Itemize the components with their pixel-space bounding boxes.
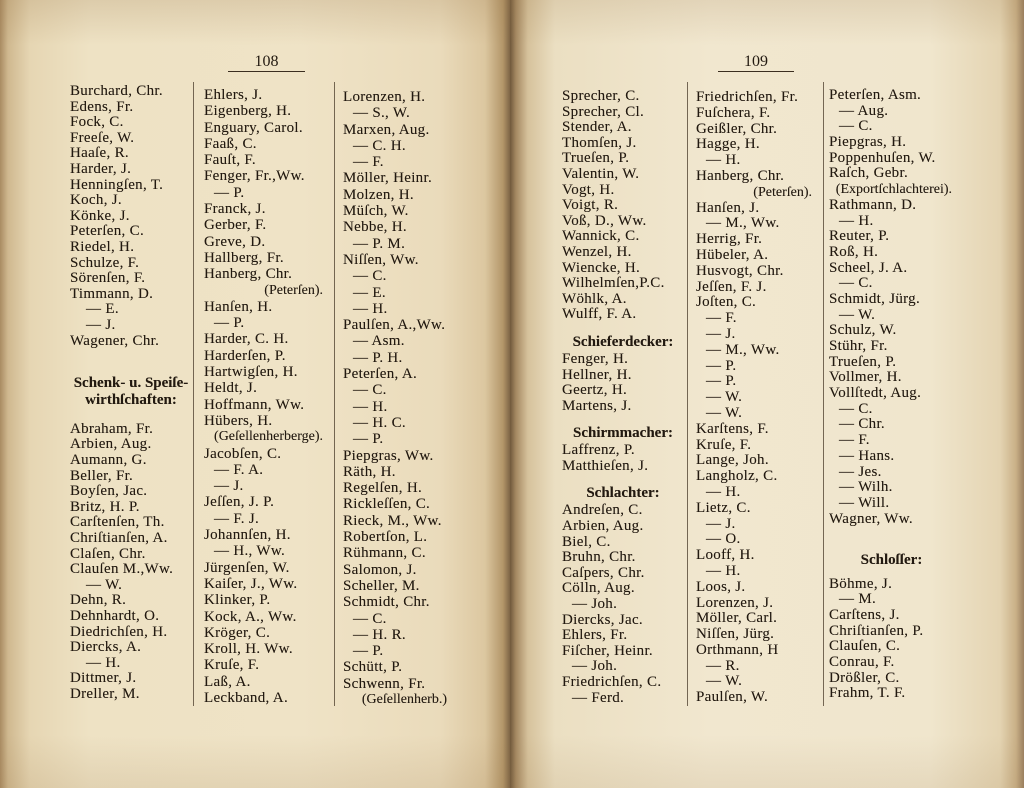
directory-entry: Ehlers, J.: [204, 87, 263, 103]
directory-entry: Clauſen, C.: [829, 638, 901, 655]
directory-entry: — Wilh.: [839, 479, 893, 496]
directory-entry: Timmann, D.: [70, 285, 154, 302]
directory-entry: Kröger, C.: [204, 624, 271, 641]
directory-entry: Rathmann, D.: [829, 196, 917, 213]
directory-entry: Ehlers, Fr.: [562, 627, 628, 644]
directory-entry: Hanſen, H.: [204, 298, 273, 315]
directory-entry: Fock, C.: [70, 114, 124, 131]
directory-entry: Haaſe, R.: [70, 145, 129, 162]
directory-entry: — F.: [839, 432, 870, 449]
directory-entry: Rühmann, C.: [343, 545, 426, 562]
directory-entry: Molzen, H.: [343, 186, 414, 203]
directory-entry: — P.: [353, 431, 384, 448]
column-divider: [687, 82, 688, 706]
directory-section: [562, 425, 684, 474]
directory-entry: Vollmer, H.: [829, 369, 902, 386]
directory-entry: — Chr.: [839, 416, 885, 433]
directory-entry: Aumann, G.: [70, 451, 147, 468]
directory-entry: Karſtens, F.: [696, 420, 769, 437]
directory-entry: — C.: [839, 400, 873, 417]
page-right: [510, 0, 1024, 788]
directory-entry: Salomon, J.: [343, 561, 417, 578]
directory-entry: Carſtens, J.: [829, 607, 900, 624]
directory-entry: Hanberg, Chr.: [204, 266, 293, 283]
directory-entry: Piepgras, H.: [829, 134, 907, 151]
directory-entry: Britz, H. P.: [70, 498, 140, 515]
directory-entry: Vollſtedt, Aug.: [829, 385, 922, 402]
directory-entry: Möller, Heinr.: [343, 170, 432, 187]
directory-entry: Niſſen, Jürg.: [696, 626, 775, 643]
entry-note: (Peterſen).: [264, 282, 323, 298]
directory-section: [343, 89, 461, 708]
directory-entry: Wiencke, H.: [562, 259, 641, 276]
directory-entry: Wulff, F. A.: [562, 306, 637, 323]
directory-entry: — W.: [86, 576, 123, 593]
directory-entry: Abraham, Fr.: [70, 420, 154, 437]
directory-entry: — H., Ww.: [214, 543, 286, 560]
directory-entry: Lange, Joh.: [696, 452, 769, 469]
directory-section: [696, 90, 820, 706]
directory-entry: — H. C.: [353, 414, 406, 431]
directory-entry: Möller, Carl.: [696, 610, 778, 627]
directory-entry: Carſtenſen, Th.: [70, 514, 165, 531]
directory-section: [204, 87, 331, 706]
directory-entry: Arbien, Aug.: [562, 518, 644, 535]
directory-entry: Robertſon, L.: [343, 529, 428, 546]
directory-entry: — O.: [706, 531, 741, 548]
directory-entry: Lorenzen, J.: [696, 594, 774, 611]
directory-entry: — W.: [839, 306, 876, 323]
directory-entry: — P. M.: [353, 235, 406, 252]
directory-entry: — P. H.: [353, 349, 403, 366]
directory-entry: — Jes.: [839, 463, 882, 480]
directory-entry: Herrig, Fr.: [696, 231, 763, 248]
directory-entry: Hanberg, Chr.: [696, 167, 785, 184]
directory-entry: Trueſen, P.: [562, 150, 630, 167]
directory-entry: Regelſen, H.: [343, 480, 422, 497]
directory-entry: Raſch, Gebr.: [829, 165, 908, 182]
directory-section: [562, 485, 684, 706]
page-left: [0, 0, 510, 788]
column-divider: [334, 82, 335, 706]
directory-entry: — H.: [353, 398, 388, 415]
directory-entry: — J.: [86, 316, 116, 333]
directory-entry: — F. A.: [214, 461, 264, 478]
directory-entry: — W.: [706, 389, 743, 406]
directory-entry: — Aug.: [839, 102, 889, 119]
trade-heading: Schenk- u. Speiſe-: [73, 375, 189, 392]
directory-entry: Schwenn, Fr.: [343, 675, 426, 692]
directory-entry: Rieck, M., Ww.: [343, 512, 442, 529]
directory-entry: Wannick, C.: [562, 228, 640, 245]
directory-entry: Biel, C.: [562, 533, 611, 550]
trade-heading: Schlachter:: [586, 485, 660, 502]
directory-entry: — C.: [353, 610, 387, 627]
directory-entry: Harder, C. H.: [204, 331, 289, 348]
directory-entry: Fenger, Fr.,Ww.: [204, 168, 305, 185]
directory-entry: Diedrichſen, H.: [70, 623, 168, 640]
directory-entry: Sprecher, C.: [562, 88, 640, 104]
directory-entry: — H.: [353, 300, 388, 317]
directory-entry: Dehnhardt, O.: [70, 607, 160, 624]
directory-entry: Valentin, W.: [562, 165, 640, 182]
trade-heading: Schloſſer:: [860, 552, 923, 569]
directory-entry: Laß, A.: [204, 673, 251, 690]
directory-entry: — M., Ww.: [706, 215, 780, 232]
directory-entry: Heldt, J.: [204, 380, 258, 397]
directory-entry: Geißler, Chr.: [696, 120, 778, 137]
directory-section: [562, 334, 684, 414]
directory-entry: Scheller, M.: [343, 577, 420, 594]
page-number: 108: [228, 51, 305, 72]
directory-entry: Fuſchera, F.: [696, 104, 771, 121]
directory-entry: Langholz, C.: [696, 468, 778, 485]
directory-entry: — C.: [839, 118, 873, 135]
column-divider: [193, 82, 194, 706]
directory-entry: Claſen, Chr.: [70, 545, 146, 562]
directory-section: [70, 84, 192, 349]
directory-entry: Koch, J.: [70, 192, 122, 209]
directory-entry: — J.: [706, 515, 736, 532]
directory-entry: Boyſen, Jac.: [70, 483, 148, 500]
directory-entry: Müſch, W.: [343, 203, 409, 220]
directory-entry: Dehn, R.: [70, 592, 127, 609]
directory-entry: Arbien, Aug.: [70, 436, 152, 453]
column-3: [829, 88, 954, 702]
directory-entry: Laffrenz, P.: [562, 442, 635, 459]
directory-entry: Freeſe, W.: [70, 129, 135, 146]
directory-entry: Schütt, P.: [343, 659, 403, 676]
directory-entry: — J.: [706, 325, 736, 342]
column-2: [204, 87, 331, 706]
directory-entry: — F.: [353, 154, 384, 171]
directory-entry: — H.: [706, 483, 741, 500]
directory-entry: Fauſt, F.: [204, 152, 256, 169]
directory-entry: — E.: [86, 301, 119, 318]
directory-entry: Kruſe, F.: [696, 436, 752, 453]
directory-entry: Riedel, H.: [70, 238, 135, 255]
directory-entry: Enguary, Carol.: [204, 119, 303, 136]
directory-entry: Hoffmann, Ww.: [204, 396, 305, 413]
directory-entry: Schmidt, Jürg.: [829, 290, 921, 307]
directory-entry: Looff, H.: [696, 547, 755, 564]
directory-entry: Fenger, H.: [562, 350, 629, 367]
directory-entry: Marxen, Aug.: [343, 121, 430, 138]
directory-entry: Friedrichſen, Fr.: [696, 89, 799, 105]
entry-note: (Geſellenherberge).: [214, 429, 323, 445]
directory-entry: — E.: [353, 284, 386, 301]
column-3: [343, 89, 461, 708]
directory-entry: — R.: [706, 657, 740, 674]
directory-entry: Gerber, F.: [204, 217, 267, 234]
directory-entry: Hagge, H.: [696, 136, 760, 153]
directory-entry: — P.: [706, 373, 737, 390]
directory-entry: Nebbe, H.: [343, 219, 407, 236]
directory-entry: — F. J.: [214, 510, 260, 527]
directory-entry: Henningſen, T.: [70, 176, 164, 193]
directory-entry: Jacobſen, C.: [204, 445, 282, 462]
directory-entry: — C.: [353, 268, 387, 285]
directory-entry: Beller, Fr.: [70, 467, 134, 484]
directory-entry: Conrau, F.: [829, 654, 895, 671]
entry-note: (Peterſen).: [753, 184, 812, 200]
directory-entry: Franck, J.: [204, 201, 266, 218]
directory-entry: Harder, J.: [70, 160, 132, 177]
directory-entry: Kock, A., Ww.: [204, 608, 297, 625]
directory-entry: Räth, H.: [343, 463, 396, 480]
directory-entry: — J.: [214, 478, 244, 495]
directory-section: [70, 375, 192, 702]
directory-entry: Geertz, H.: [562, 382, 628, 399]
directory-entry: Faaß, C.: [204, 135, 257, 152]
directory-entry: Rickleſſen, C.: [343, 496, 431, 513]
directory-entry: Roß, H.: [829, 243, 879, 260]
directory-entry: Wilhelmſen,P.C.: [562, 275, 665, 292]
directory-entry: Harderſen, P.: [204, 347, 286, 364]
directory-entry: Cölln, Aug.: [562, 580, 635, 597]
directory-entry: Bruhn, Chr.: [562, 549, 636, 566]
directory-entry: — M., Ww.: [706, 341, 780, 358]
directory-entry: Dittmer, J.: [70, 670, 137, 687]
directory-entry: Schulze, F.: [70, 254, 140, 271]
directory-entry: Andreſen, C.: [562, 502, 643, 519]
directory-entry: Leckband, A.: [204, 689, 288, 706]
directory-entry: — P.: [353, 643, 384, 660]
directory-section: [562, 89, 684, 323]
directory-entry: Poppenhuſen, W.: [829, 149, 936, 166]
directory-entry: — Hans.: [839, 447, 895, 464]
directory-entry: Paulſen, W.: [696, 689, 769, 706]
directory-entry: Wenzel, H.: [562, 243, 632, 260]
directory-entry: Burchard, Chr.: [70, 83, 163, 99]
directory-entry: Peterſen, Asm.: [829, 87, 922, 103]
directory-entry: Wagner, Ww.: [829, 510, 913, 527]
directory-entry: Piepgras, Ww.: [343, 447, 434, 464]
column-2: [696, 90, 820, 706]
directory-entry: Lietz, C.: [696, 499, 751, 516]
directory-entry: — C.: [839, 275, 873, 292]
directory-section: [829, 88, 954, 527]
directory-entry: Paulſen, A.,Ww.: [343, 317, 446, 334]
directory-entry: Martens, J.: [562, 397, 632, 414]
directory-entry: — C.: [353, 382, 387, 399]
directory-entry: — Will.: [839, 494, 890, 511]
directory-entry: Schulz, W.: [829, 322, 897, 339]
directory-entry: — P.: [214, 184, 245, 201]
entry-note: (Geſellenherb.): [361, 691, 447, 707]
directory-entry: — Joh.: [572, 658, 618, 675]
directory-entry: Diercks, Jac.: [562, 611, 643, 628]
entry-note: (Exportſchlachterei).: [835, 182, 952, 198]
directory-entry: — Joh.: [572, 596, 618, 613]
directory-entry: Clauſen M.,Ww.: [70, 561, 174, 578]
directory-entry: Caſpers, Chr.: [562, 564, 645, 581]
directory-entry: — H. R.: [353, 626, 406, 643]
directory-entry: Voigt, R.: [562, 197, 619, 214]
directory-entry: Hartwigſen, H.: [204, 364, 298, 381]
directory-entry: Böhme, J.: [829, 575, 893, 592]
directory-entry: Reuter, P.: [829, 228, 890, 245]
directory-entry: Vogt, H.: [562, 181, 615, 198]
directory-entry: Jürgenſen, W.: [204, 559, 290, 576]
directory-entry: Thomſen, J.: [562, 134, 637, 151]
directory-entry: Chriſtianſen, A.: [70, 529, 168, 546]
directory-entry: Könke, J.: [70, 207, 130, 224]
directory-entry: Hallberg, Fr.: [204, 249, 284, 266]
directory-entry: Diercks, A.: [70, 639, 142, 656]
directory-entry: Eigenberg, H.: [204, 103, 292, 120]
directory-entry: Scheel, J. A.: [829, 259, 908, 276]
directory-entry: — H.: [706, 562, 741, 579]
directory-entry: — H.: [706, 152, 741, 169]
directory-entry: — S., W.: [353, 105, 411, 122]
directory-entry: Kaiſer, J., Ww.: [204, 575, 298, 592]
directory-entry: Hanſen, J.: [696, 199, 760, 216]
directory-entry: Hübeler, A.: [696, 246, 769, 263]
directory-entry: Orthmann, H: [696, 641, 779, 658]
directory-entry: Loos, J.: [696, 578, 746, 595]
directory-entry: Jeſſen, F. J.: [696, 278, 767, 295]
directory-entry: Chriſtianſen, P.: [829, 622, 924, 639]
column-1: [562, 89, 684, 706]
directory-entry: Friedrichſen, C.: [562, 674, 662, 690]
directory-entry: Hellner, H.: [562, 366, 632, 383]
directory-entry: Wagener, Chr.: [70, 332, 160, 349]
directory-entry: Peterſen, A.: [343, 366, 418, 383]
directory-entry: — F.: [706, 310, 737, 327]
directory-entry: Hübers, H.: [204, 412, 273, 429]
directory-entry: — W.: [706, 404, 743, 421]
directory-entry: Wöhlk, A.: [562, 290, 627, 307]
directory-entry: Sprecher, Cl.: [562, 103, 645, 120]
directory-entry: Niſſen, Ww.: [343, 251, 419, 268]
directory-entry: Husvogt, Chr.: [696, 262, 784, 279]
directory-entry: Johannſen, H.: [204, 527, 291, 544]
trade-heading: Schieferdecker:: [572, 333, 674, 350]
directory-entry: Kruſe, F.: [204, 657, 260, 674]
directory-entry: Stender, A.: [562, 119, 632, 136]
directory-entry: Joſten, C.: [696, 294, 757, 311]
directory-entry: Sörenſen, F.: [70, 270, 146, 287]
directory-entry: — H.: [839, 212, 874, 229]
directory-entry: — Ferd.: [572, 689, 625, 706]
directory-entry: Klinker, P.: [204, 592, 271, 609]
directory-entry: — W.: [706, 673, 743, 690]
directory-entry: — M.: [839, 591, 877, 608]
directory-entry: Stühr, Fr.: [829, 338, 888, 354]
directory-entry: — P.: [214, 315, 245, 332]
directory-entry: Drößler, C.: [829, 669, 900, 686]
directory-entry: Lorenzen, H.: [343, 89, 426, 105]
directory-entry: — P.: [706, 357, 737, 374]
directory-entry: Schmidt, Chr.: [343, 594, 430, 611]
directory-entry: Trueſen, P.: [829, 353, 897, 370]
directory-entry: Matthieſen, J.: [562, 457, 649, 474]
column-1: [70, 84, 192, 702]
directory-section: [829, 552, 954, 702]
directory-entry: — Asm.: [353, 333, 405, 350]
page-number: 109: [718, 51, 794, 72]
directory-entry: Greve, D.: [204, 233, 266, 250]
directory-entry: Edens, Fr.: [70, 98, 134, 115]
directory-entry: Fiſcher, Heinr.: [562, 642, 653, 659]
directory-entry: Voß, D., Ww.: [562, 212, 647, 229]
directory-entry: — C. H.: [353, 137, 406, 154]
directory-entry: Dreller, M.: [70, 685, 140, 702]
directory-entry: Jeſſen, J. P.: [204, 494, 275, 511]
directory-entry: Kroll, H. Ww.: [204, 641, 293, 658]
directory-entry: Frahm, T. F.: [829, 685, 906, 702]
column-divider: [823, 82, 824, 706]
trade-heading: wirthſchaften:: [85, 392, 177, 409]
directory-entry: Peterſen, C.: [70, 223, 145, 240]
directory-entry: — H.: [86, 654, 121, 671]
trade-heading: Schirmmacher:: [573, 425, 673, 442]
